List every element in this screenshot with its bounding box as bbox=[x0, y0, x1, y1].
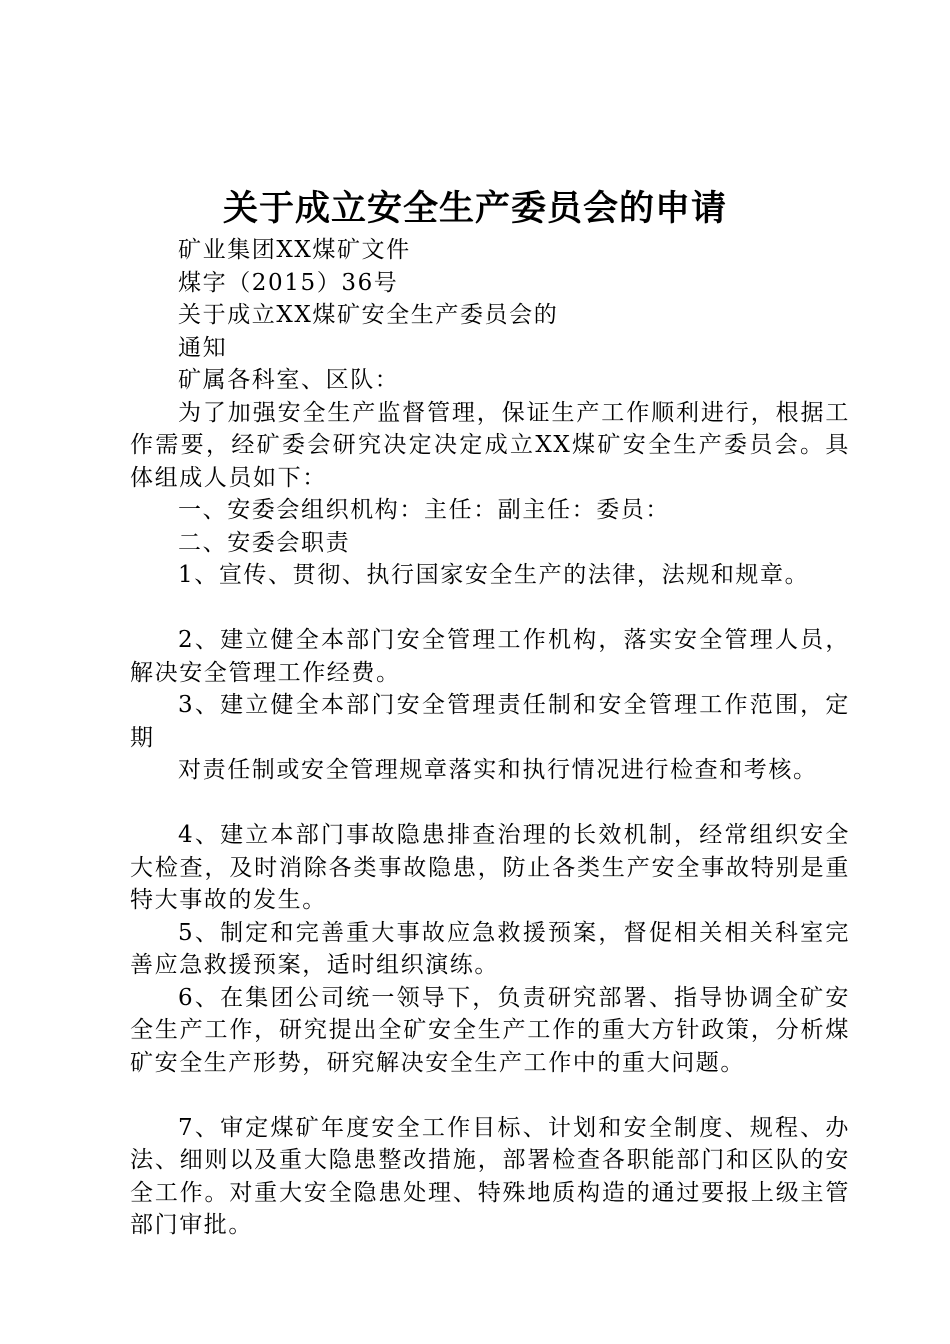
header-line-notice: 通知 bbox=[178, 334, 228, 361]
document-body bbox=[130, 234, 850, 1242]
duty-item-6: 6、在集团公司统一领导下，负责研究部署、指导协调全矿安全生产工作，研究提出全矿安全生产工作的重大方针政策，分析煤矿安全生产形势，研究解决安全生产工作中的重大问题。 bbox=[130, 984, 850, 1076]
paragraph-gap bbox=[130, 592, 850, 625]
duty-item-2: 2、建立健全本部门安全管理工作机构，落实安全管理人员，解决安全管理工作经费。 bbox=[130, 627, 850, 686]
header-line-recipients: 矿属各科室、区队： bbox=[178, 367, 400, 393]
duty-item-3: 3、建立健全本部门安全管理责任制和安全管理工作范围，定期 bbox=[130, 692, 850, 751]
document-title: 关于成立安全生产委员会的申请 bbox=[222, 188, 727, 229]
header-line-subject: 关于成立XX煤矿安全生产委员会的 bbox=[178, 302, 559, 328]
intro-paragraph: 为了加强安全生产监督管理，保证生产工作顺利进行，根据工作需要，经矿委会研究决定决定成立XX煤矿安全生产委员会。具体组成人员如下： bbox=[130, 399, 850, 491]
paragraph-gap bbox=[130, 787, 850, 820]
section-two-heading: 二、安委会职责 bbox=[178, 529, 351, 556]
duty-item-4: 4、建立本部门事故隐患排查治理的长效机制，经常组织安全大检查，及时消除各类事故隐患，防止各类生产安全事故特别是重特大事故的发生。 bbox=[130, 822, 850, 913]
header-line-issuer: 矿业集团XX煤矿文件 bbox=[178, 237, 411, 263]
paragraph-gap bbox=[130, 1079, 850, 1112]
section-one-heading: 一、安委会组织机构：主任：副主任：委员： bbox=[178, 497, 670, 523]
duty-item-3-continued: 对责任制或安全管理规章落实和执行情况进行检查和考核。 bbox=[178, 757, 818, 783]
duty-item-5: 5、制定和完善重大事故应急救援预案，督促相关相关科室完善应急救援预案，适时组织演练。 bbox=[130, 919, 850, 978]
header-line-doc-number: 煤字（2015）36号 bbox=[178, 269, 399, 296]
duty-item-7: 7、审定煤矿年度安全工作目标、计划和安全制度、规程、办法、细则以及重大隐患整改措施，部署检查各职能部门和区队的安全工作。对重大安全隐患处理、特殊地质构造的通过要报上级主管部门审批。 bbox=[130, 1114, 850, 1238]
duty-item-1: 1、宣传、贯彻、执行国家安全生产的法律，法规和规章。 bbox=[178, 562, 810, 588]
